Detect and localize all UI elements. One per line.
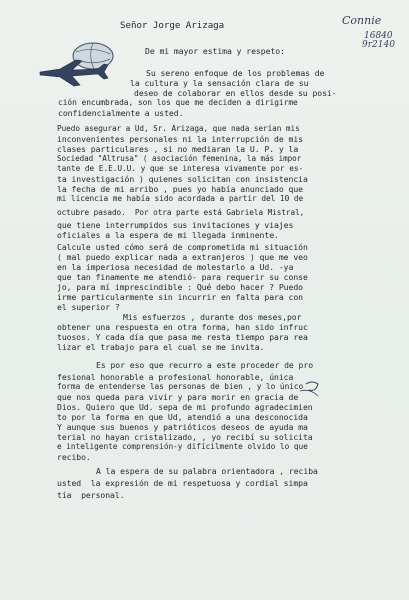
letter-line: fesional honorable a profesional honorable, única <box>57 372 294 382</box>
letter-line: que tan finamente me atendió- para requerir su conse <box>57 272 308 282</box>
letter-line: Puedo asegurar a Ud, Sr. Arizaga, que nada serían mis <box>57 124 300 133</box>
letter-line: tía personal. <box>57 490 125 500</box>
letter-line: que tiene interrumpidos sus invitaciones y viajes <box>57 220 294 230</box>
letter-line: deseo de colaborar en ellos desde su posi- <box>134 88 337 98</box>
letter-line: Dios. Quiero que Ud. sepa de mi profundo agradecimien <box>57 402 313 412</box>
letter-line: oficiales a la espera de mi llegada inminente. <box>57 230 279 240</box>
letter-line: forma de entenderse las personas de bien , y lo único <box>57 382 304 391</box>
letter-line: la cultura y la sensación clara de su <box>130 78 309 88</box>
letter-line: lizar el trabajo para el cual se me invita. <box>57 342 265 352</box>
letter-line: recibo. <box>57 452 91 462</box>
letter-line: que nos queda para vivir y para morir en gracia de <box>57 392 299 402</box>
letter-line: octubre pasado. Por otra parte está Gabriela Mistral, <box>57 208 305 217</box>
catalog-subnumber: 9r2140 <box>362 40 395 50</box>
letter-line: jo, para mí imprescindible : Qué debo hacer ? Puedo <box>57 282 303 292</box>
catalog-number: 16840 <box>364 31 393 41</box>
letter-line: tante de E.E.U.U. y que se interesa vivamente por es- <box>57 164 304 173</box>
letter-line: Sociedad "Altrusa" ( asociación femenina, la más impor <box>57 154 302 163</box>
letter-line: ta investigación ) quienes solicitan con insistencia <box>57 174 308 184</box>
letter-line: el superior ? <box>57 302 120 312</box>
letter-line: Y aunque sus buenos y patrióticos deseos de ayuda ma <box>57 422 308 432</box>
letter-line: ( mal puedo explicar nada a extranjeros ) que me veo <box>57 252 308 262</box>
letter-line: usted la expresión de mi respetuosa y cordial simpa <box>57 478 308 488</box>
letter-line: confidencialmente a usted. <box>58 108 184 118</box>
letter-line: to por la forma en que Ud, atendió a una desconocida <box>57 412 308 422</box>
letter-line: tuosos. Y cada día que pasa me resta tiempo para rea <box>57 332 308 342</box>
letter-line: obtener una respuesta en otra forma, han sido infruc <box>57 322 308 332</box>
letter-line: clases particulares , si no mediaran la U. P. y la <box>57 144 299 154</box>
letter-line: ción encumbrada, son los que me deciden a dirigirme <box>58 98 298 107</box>
handwritten-stroke <box>300 390 318 396</box>
letter-line: Mis esfuerzos , durante dos meses,por <box>123 312 302 322</box>
letter-line: en la imperiosa necesidad de molestarlo a Ud. -ya <box>57 262 294 272</box>
letter-line: irme particularmente sin incurrir en falta para con <box>57 292 303 302</box>
letter-line: Calcule usted cómo será de comprometida mi situación <box>57 242 308 252</box>
letter-line: e inteligente comprensión-y difícilmente olvido lo que <box>57 442 308 451</box>
salutation: Señor Jorge Arizaga <box>120 20 225 31</box>
letter-line: Su sereno enfoque de los problemas de <box>146 68 325 78</box>
letter-line: A la espera de su palabra orientadora , reciba <box>96 466 318 476</box>
letter-line: inconvenientes personales ni la interrupción de mis <box>57 134 303 144</box>
handwritten-name: Connie <box>342 14 382 27</box>
letter-line: la fecha de mi arribo , pues yo había anunciado que <box>57 184 303 194</box>
handwritten-check-mark <box>306 382 318 390</box>
letter-line: mi licencia me había sido acordada a partir del 10 de <box>57 194 304 203</box>
letter-line: Es por eso que recurro a este proceder de pro <box>96 360 314 370</box>
letter-line: terial no hayan cristalizado, , yo recibí su solicita <box>57 432 313 442</box>
letter-line: De mi mayor estima y respeto: <box>145 46 285 56</box>
